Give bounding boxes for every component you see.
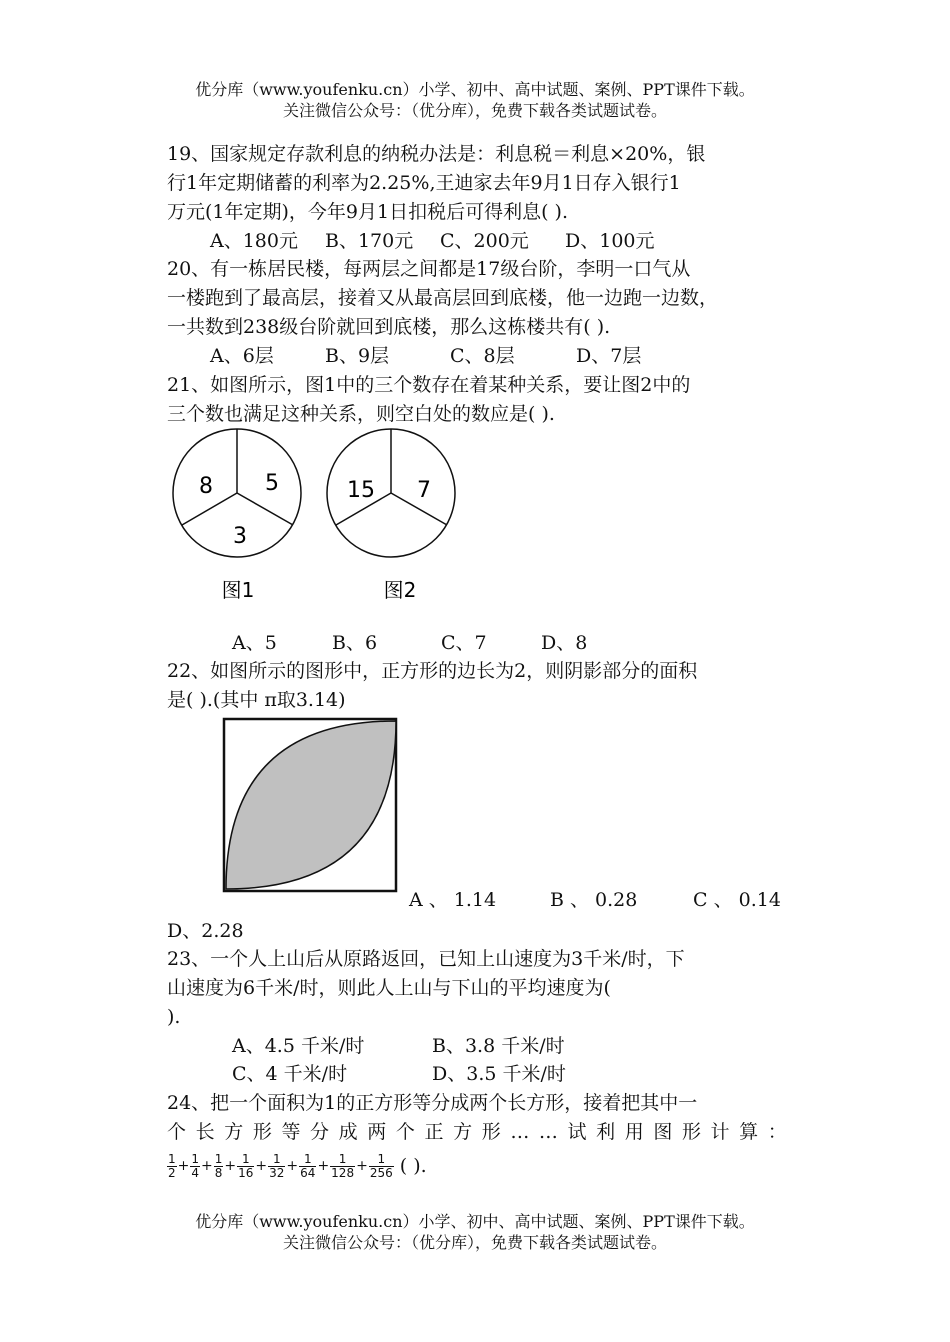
- q22-option-c: C 、 0.14: [693, 889, 781, 911]
- q20-text-3: 一共数到238级台阶就回到底楼，那么这栋楼共有( ).: [167, 316, 611, 338]
- q24-char: 分: [310, 1121, 330, 1143]
- figure-2-value-2: 7: [417, 478, 431, 503]
- q24-char: 方: [224, 1121, 244, 1143]
- fraction: $\frac{1}{16}$: [238, 1151, 254, 1180]
- plus-sign: +: [177, 1158, 190, 1174]
- plus-sign: +: [201, 1158, 213, 1174]
- q24-text-1: 24、把一个面积为1的正方形等分成两个长方形，接着把其中一: [167, 1092, 698, 1114]
- footer-line-1: 优分库（www.youfenku.cn）小学、初中、高中试题、案例、PPT课件下载。: [195, 1212, 755, 1231]
- plus-sign: +: [255, 1158, 268, 1174]
- q21-option-a: A、5: [232, 632, 277, 654]
- q19-option-b: B、170元: [325, 230, 414, 252]
- q19-option-c: C、200元: [440, 230, 529, 252]
- q21-option-b: B、6: [332, 632, 378, 654]
- plus-sign: +: [224, 1158, 237, 1174]
- q23-text-1: 23、一个人上山后从原路返回，已知上山速度为3千米/时，下: [167, 948, 685, 970]
- figure-1-value-3: 3: [233, 524, 247, 549]
- q24-char: 试: [567, 1121, 587, 1143]
- q20-option-a: A、6层: [210, 345, 274, 367]
- figure-1-circle: [173, 429, 301, 557]
- q24-char: 利: [596, 1121, 616, 1143]
- q20-text-2: 一楼跑到了最高层，接着又从最高层回到底楼，他一边跑一边数，: [167, 287, 719, 309]
- q24-char: 方: [453, 1121, 473, 1143]
- q22-option-d: D、2.28: [167, 920, 244, 942]
- figure-2-value-1: 15: [347, 478, 375, 503]
- q20-option-d: D、7层: [576, 345, 642, 367]
- q19-text-1: 19、国家规定存款利息的纳税办法是：利息税＝利息×20%，银: [167, 143, 706, 165]
- plus-sign: +: [317, 1158, 330, 1174]
- q21-text-2: 三个数也满足这种关系，则空白处的数应是( ).: [167, 403, 555, 425]
- q24-char: 形: [681, 1121, 701, 1143]
- fraction: $\frac{1}{256}$: [369, 1151, 393, 1180]
- q20-option-c: C、8层: [450, 345, 515, 367]
- q24-char: 正: [424, 1121, 444, 1143]
- plus-sign: +: [356, 1158, 368, 1174]
- q19-text-2: 行1年定期储蓄的利率为2.25%,王迪家去年9月1日存入银行1: [167, 172, 681, 194]
- header-line-2: 关注微信公众号：（优分库），免费下载各类试题试卷。: [282, 101, 667, 120]
- q24-char: 用: [624, 1121, 644, 1143]
- q24-char: 个: [395, 1121, 415, 1143]
- q24-char: 图: [653, 1121, 673, 1143]
- q22-option-a: A 、 1.14: [409, 889, 497, 911]
- q24-fraction-sum: [167, 1147, 427, 1184]
- q24-char: 成: [338, 1121, 358, 1143]
- q23-text-3: ).: [167, 1006, 181, 1028]
- figure-2-caption: 图2: [383, 578, 417, 602]
- q24-char: …: [510, 1121, 530, 1143]
- q20-option-b: B、9层: [325, 345, 390, 367]
- q21-option-d: D、8: [541, 632, 588, 654]
- fraction: $\frac{1}{2}$: [168, 1151, 176, 1180]
- q23-option-a: A、4.5 千米/时: [232, 1035, 365, 1057]
- figure-1-caption: 图1: [221, 578, 255, 602]
- q21-option-c: C、7: [441, 632, 487, 654]
- fraction: $\frac{1}{4}$: [191, 1151, 200, 1180]
- q21-text-1: 21、如图所示，图1中的三个数存在着某种关系，要让图2中的: [167, 374, 691, 396]
- figure-1-value-1: 8: [199, 474, 213, 499]
- q24-char: ：: [767, 1121, 787, 1143]
- q24-char: 算: [739, 1121, 759, 1143]
- q24-char: 长: [195, 1121, 215, 1143]
- q24-char: 个: [167, 1121, 187, 1143]
- q22-option-b: B 、 0.28: [550, 889, 638, 911]
- figure-1-value-2: 5: [265, 471, 279, 496]
- q23-option-b: B、3.8 千米/时: [432, 1035, 565, 1057]
- q22-text-1: 22、如图所示的图形中，正方形的边长为2，则阴影部分的面积: [167, 660, 698, 682]
- q23-option-d: D、3.5 千米/时: [432, 1063, 566, 1085]
- header-line-1: 优分库（www.youfenku.cn）小学、初中、高中试题、案例、PPT课件下载。: [195, 80, 755, 99]
- plus-sign: +: [286, 1158, 299, 1174]
- q19-option-d: D、100元: [565, 230, 655, 252]
- footer-line-2: 关注微信公众号：（优分库），免费下载各类试题试卷。: [282, 1233, 667, 1252]
- q24-char: 形: [252, 1121, 272, 1143]
- q24-char: 等: [281, 1121, 301, 1143]
- q24-char: 形: [481, 1121, 501, 1143]
- q23-option-c: C、4 千米/时: [232, 1063, 348, 1085]
- fraction: $\frac{1}{128}$: [331, 1151, 355, 1180]
- q22-square-figure: [222, 717, 400, 893]
- q24-text-2: [167, 1119, 787, 1145]
- q24-char: …: [538, 1121, 558, 1143]
- q21-figures: [160, 425, 470, 610]
- q24-answer-blank: ( ).: [399, 1155, 427, 1177]
- q24-char: 两: [367, 1121, 387, 1143]
- q24-char: 计: [710, 1121, 730, 1143]
- q20-text-1: 20、有一栋居民楼，每两层之间都是17级台阶，李明一口气从: [167, 258, 691, 280]
- q19-option-a: A、180元: [210, 230, 298, 252]
- fraction: $\frac{1}{64}$: [300, 1151, 316, 1180]
- q19-text-3: 万元(1年定期)，今年9月1日扣税后可得利息( ).: [167, 201, 568, 223]
- fraction: $\frac{1}{8}$: [214, 1151, 223, 1180]
- figure-2-circle: [327, 429, 455, 557]
- q22-text-2: 是( ).(其中 π取3.14): [167, 689, 346, 711]
- fraction: $\frac{1}{32}$: [269, 1151, 285, 1180]
- q23-text-2: 山速度为6千米/时，则此人上山与下山的平均速度为(: [167, 977, 611, 999]
